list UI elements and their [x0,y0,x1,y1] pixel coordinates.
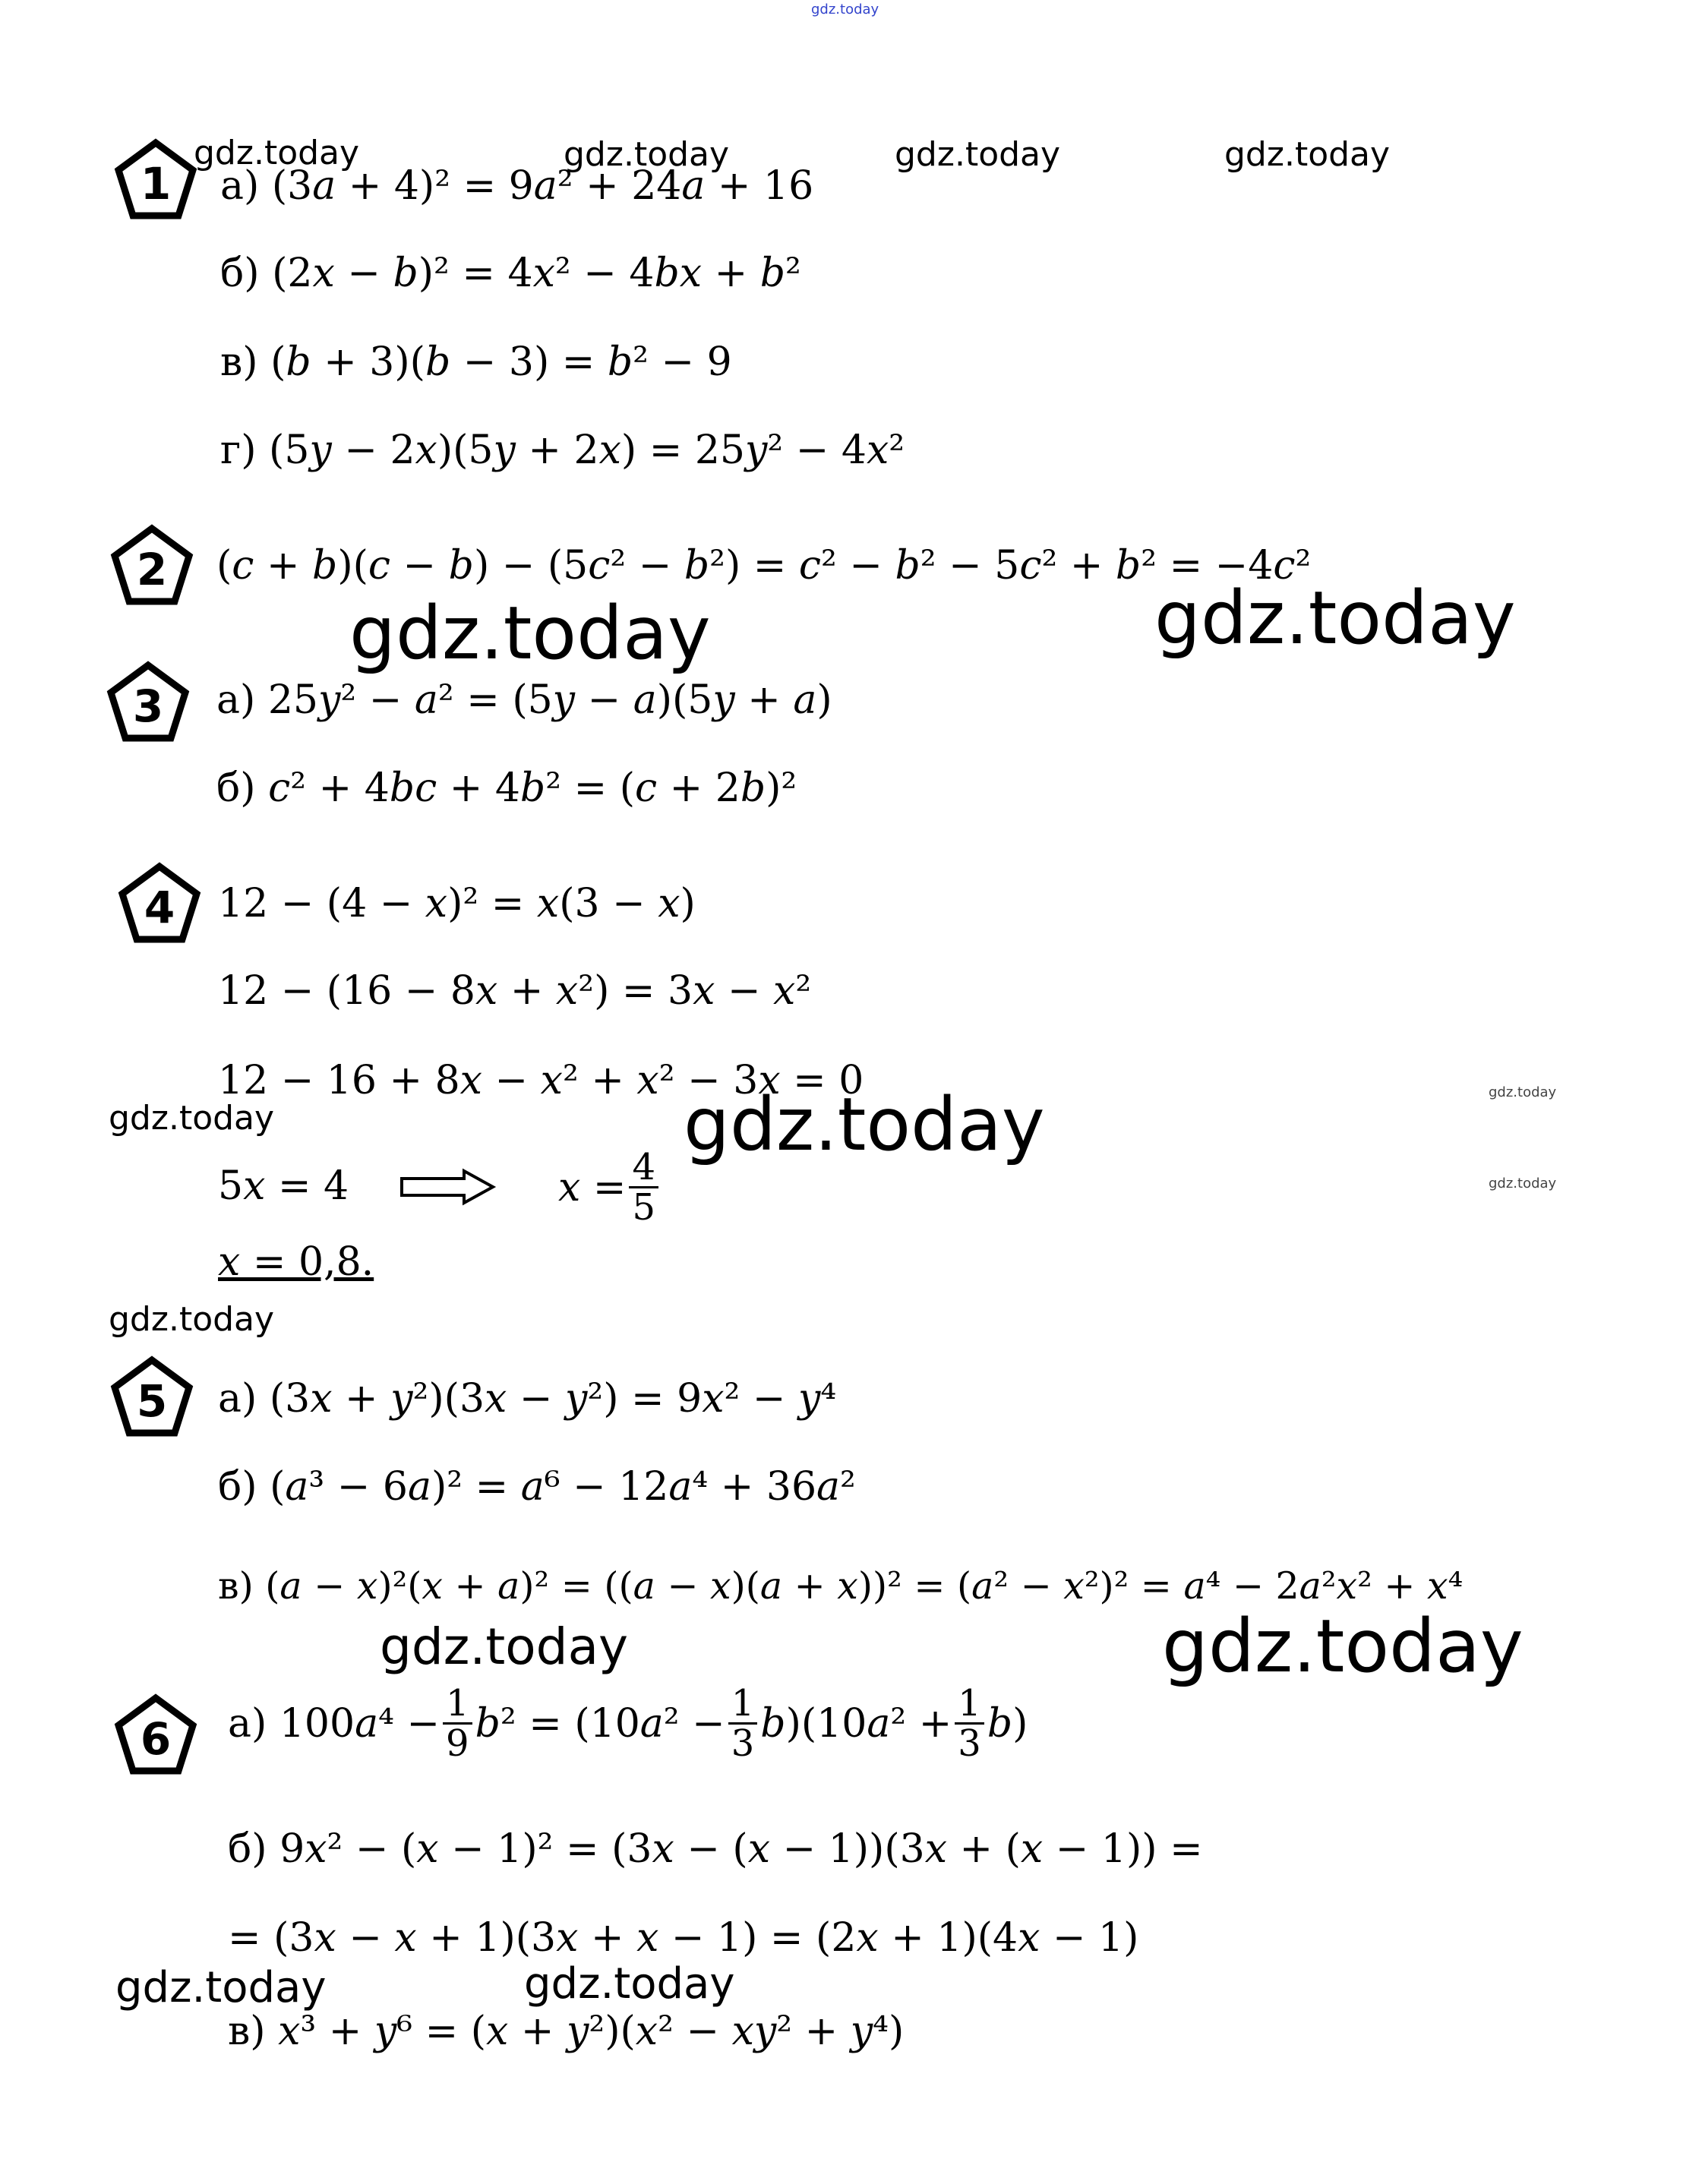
frac-num: 1 [443,1684,472,1725]
frac-num: 1 [728,1684,758,1725]
task-4-fraction [629,1148,658,1227]
task-6-line-b2: = (3𝑥 − 𝑥 + 1)(3𝑥 + 𝑥 − 1) = (2𝑥 + 1)(4𝑥 − 1) [228,1915,1139,1961]
task-2-badge: 2 [110,524,194,608]
watermark: gdz.today [1162,1604,1524,1689]
task-4-line-1: 12 − (4 − 𝑥)² = 𝑥(3 − 𝑥) [218,881,696,926]
task-6-a-mid: 𝑏² = (10𝑎² − [475,1700,725,1747]
frac-den: 3 [958,1722,981,1766]
task-1-line-b: б) (2𝑥 − 𝑏)² = 4𝑥² − 4𝑏𝑥 + 𝑏² [220,251,801,296]
task-1-badge: 1 [114,138,197,222]
watermark: gdz.today [115,1963,327,2012]
watermark: gdz.today [1154,576,1516,661]
task-4-x-equals: 𝑥 = [558,1164,627,1210]
watermark: gdz.today [109,1300,275,1339]
watermark: gdz.today [349,591,711,676]
task-4-frac-num: 4 [629,1148,658,1188]
task-3-line-b: б) 𝑐² + 4𝑏𝑐 + 4𝑏² = (𝑐 + 2𝑏)² [216,765,797,811]
task-6-a-frac-2 [728,1682,758,1766]
task-2-line: (𝑐 + 𝑏)(𝑐 − 𝑏) − (5𝑐² − 𝑏²) = 𝑐² − 𝑏² − 5𝑐² + 𝑏² = −4𝑐² [216,543,1312,589]
watermark: gdz.today [380,1617,629,1676]
task-4-line-2: 12 − (16 − 8𝑥 + 𝑥²) = 3𝑥 − 𝑥² [218,968,812,1014]
task-6-a-frac-1 [443,1682,472,1766]
watermark: gdz.today [194,134,360,172]
watermark: gdz.today [1224,135,1391,174]
arrow-right-icon [399,1168,497,1209]
task-3-badge: 3 [106,661,190,744]
watermark: gdz.today [684,1082,1045,1167]
watermark: gdz.today [109,1099,275,1138]
frac-num: 1 [955,1684,984,1725]
task-5-line-b: б) (𝑎³ − 6𝑎)² = 𝑎⁶ − 12𝑎⁴ + 36𝑎² [218,1464,856,1510]
task-6-a-prefix: а) 100𝑎⁴ − [228,1700,440,1747]
task-6-line-c: в) 𝑥³ + 𝑦⁶ = (𝑥 + 𝑦²)(𝑥² − 𝑥𝑦² + 𝑦⁴) [228,2009,905,2054]
task-4-answer: 𝑥 = 0,8. [218,1239,374,1285]
task-4-step-right [558,1148,662,1227]
task-6-a-frac-3 [955,1682,984,1766]
watermark: gdz.today [1489,1176,1557,1191]
watermark: gdz.today [564,135,730,174]
task-6-a-mid2: 𝑏)(10𝑎² + [760,1700,952,1747]
task-3-line-a: а) 25𝑦² − 𝑎² = (5𝑦 − 𝑎)(5𝑦 + 𝑎) [216,677,832,723]
task-5-line-c: в) (𝑎 − 𝑥)²(𝑥 + 𝑎)² = ((𝑎 − 𝑥)(𝑎 + 𝑥))² = (𝑎² − 𝑥²)² = 𝑎⁴ − 2𝑎²𝑥² + 𝑥⁴ [218,1564,1464,1608]
task-5-badge: 5 [110,1356,194,1439]
frac-den: 3 [731,1722,755,1766]
task-6-line-a [228,1682,1028,1766]
task-6-line-b: б) 9𝑥² − (𝑥 − 1)² = (3𝑥 − (𝑥 − 1))(3𝑥 + (𝑥 − 1)) = [228,1826,1203,1872]
task-1-line-a: а) (3𝑎 + 4)² = 9𝑎² + 24𝑎 + 16 [220,163,814,209]
task-6-a-end: 𝑏) [987,1700,1028,1747]
watermark-top: gdz.today [811,2,879,17]
task-4-frac-den: 5 [632,1186,655,1229]
watermark: gdz.today [895,135,1061,174]
frac-den: 9 [446,1722,469,1766]
task-4-badge: 4 [118,862,201,945]
watermark: gdz.today [524,1959,735,2009]
task-1-line-d: г) (5𝑦 − 2𝑥)(5𝑦 + 2𝑥) = 25𝑦² − 4𝑥² [220,428,905,473]
task-4-step-left: 5𝑥 = 4 [218,1163,349,1209]
task-1-line-c: в) (𝑏 + 3)(𝑏 − 3) = 𝑏² − 9 [220,339,732,385]
task-4-line-3: 12 − 16 + 8𝑥 − 𝑥² + 𝑥² − 3𝑥 = 0 [218,1058,864,1103]
task-6-badge: 6 [114,1693,197,1777]
task-5-line-a: а) (3𝑥 + 𝑦²)(3𝑥 − 𝑦²) = 9𝑥² − 𝑦⁴ [218,1376,837,1422]
watermark: gdz.today [1489,1084,1557,1100]
